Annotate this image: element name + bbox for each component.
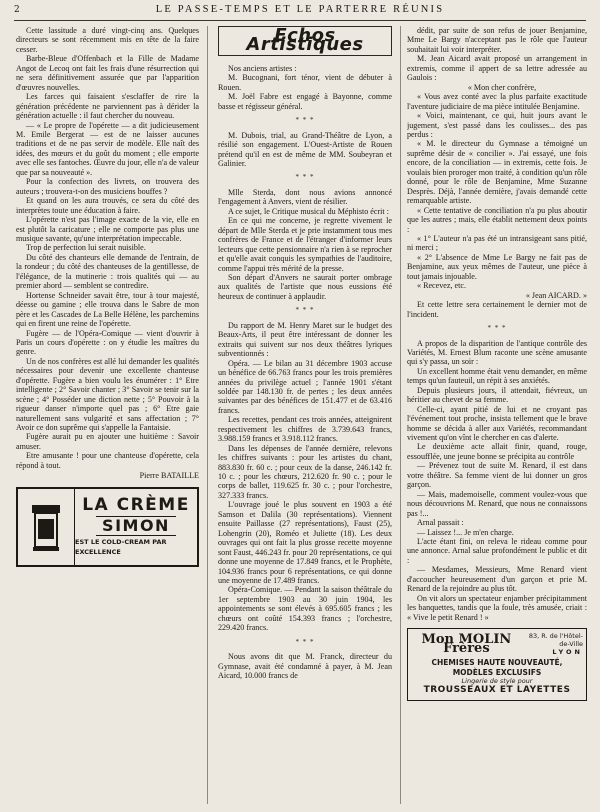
newspaper-title: LE PASSE-TEMPS ET LE PARTERRE RÉUNIS (155, 4, 445, 15)
paragraph: — Prévenez tout de suite M. Renard, il est dans votre théâtre. Sa femme vient de lui donner un gros garçon. (407, 461, 587, 490)
section-heading: Echos Artistiques (218, 26, 392, 56)
separator-stars: * * * (295, 173, 315, 182)
paragraph: Dans les dépenses de l'année dernière, relevons les chiffres suivants : pour les artistes du chant, 883.830 fr. 60 c. ; pour ceux de la danse, 246.142 fr. 10 c. ; pour les chœurs, 212.620 fr. 90 c. ; pour le corps de ballet, 119.625 fr. 30 c. ; pour l'orchestre, 327.333 francs. (218, 443, 392, 500)
paragraph: « Jean AICARD. » (525, 290, 587, 300)
ad-brand: SIMON (96, 516, 176, 536)
paragraph: Les recettes, pendant ces trois années, atteignirent respectivement les chiffres de 3.739.643 francs, 3.988.159 francs et 3.918.112 francs. (218, 415, 392, 444)
paragraph: « Cette tentative de conciliation n'a pu plus aboutir que les autres ; mais, elle établit nettement deux points : (407, 205, 587, 234)
paragraph: — « Le propre de l'opérette — a dit judicieusement M. Emile Bergerat — est de ne laisser aucunes traditions et de ne pas servir de modèle. Elle naît des idées, des mœurs et du goût du moment ; elle emporte avec elle ses fantoches. Œuvre du jour, elle n'a de valeur que par sa nouveauté ». (16, 120, 199, 177)
separator-stars: * * * (295, 116, 315, 125)
paragraph: On vit alors un spectateur enjamber précipitamment les banquettes, tandis que la foule, très amusée, criait : « Vive le petit Renard ! » (407, 593, 587, 622)
paragraph: « 2° L'absence de Mme Le Bargy ne fait pas de Benjamine, aux yeux mêmes de l'auteur, une pièce à tout jamais injouable. (407, 252, 587, 281)
paragraph: — Mesdames, Messieurs, Mme Renard vient d'accoucher heureusement d'un garçon et prie M. Renard de la rejoindre au plus tôt. (407, 565, 587, 594)
page-header (14, 4, 586, 21)
paragraph: Opéra-Comique. — Pendant la saison théâtrale du 1er septembre 1903 au 30 juin 1904, les appointements se sont élevés à 695.605 francs ; les chœurs ont coûté 154.393 francs ; l'orchestre, 229.420 francs. (218, 585, 392, 633)
page-number: 2 (14, 5, 20, 15)
paragraph: Et cette lettre sera certainement le dernier mot de l'incident. (407, 300, 587, 319)
echo-block (218, 64, 392, 111)
paragraph: Hortense Schneider savait être, tour à tour majesté, déesse ou gamine ; elle trouva dans le Sabre de mon père et les Cascades de La Belle Hélène, les parchemins qui en firent une reine de l'opérette. (16, 290, 199, 329)
ad-address: 83, R. de l'Hôtel-de-Ville (528, 632, 583, 649)
paragraph: Les farces qui faisaient s'esclaffer de rire la génération précédente ne parviennent pas à dérider la génération actuelle : il faut chercher du nouveau. (16, 92, 199, 121)
paragraph: M. Jean Aicard avait proposé un arrangement in extremis, comme il appert de sa lettre adressée au Gaulois : (407, 54, 587, 83)
column-left (16, 26, 199, 810)
echo-block (218, 188, 392, 301)
molin-freres-ad (407, 628, 587, 701)
ad-city: LYON (552, 648, 583, 657)
paragraph: Du rapport de M. Henry Maret sur le budget des Beaux-Arts, il peut être intéressant de donner les extraits qui suivent sur nos deux théâtres lyriques subventionnés : (218, 320, 392, 359)
paragraph: Un excellent homme était venu demander, en même temps qu'un fauteuil, un répit à ses anxiétés. (407, 366, 587, 386)
paragraph: — Mais, mademoiselle, comment voulez-vous que nous découvrions M. Renard, que nous ne connaissons pas !... (407, 489, 587, 518)
ad-line: TROUSSEAUX ET LAYETTES (423, 685, 571, 696)
paragraph: Et quand on les aura trouvés, ce sera du côté des interprètes toute une éducation à faire. (16, 196, 199, 215)
paragraph: Arnal passait : (417, 518, 464, 528)
paragraph: Son départ d'Anvers ne saurait porter ombrage aux qualités de l'artiste que nous eussions été heureux de continuer à applaudir. (218, 272, 392, 301)
paragraph: Le deuxième acte allait finir, quand, rouge, essoufflée, une jeune bonne se précipita au contrôle (407, 442, 587, 461)
echo-block (218, 131, 392, 169)
ad-line: Lingerie de style pour (461, 677, 533, 685)
ad-address-block (522, 632, 583, 656)
paragraph: Etre amusante ! pour une chanteuse d'opérette, cela répond à tout. (16, 451, 199, 470)
paragraph: Celle-ci, ayant pitié de lui et ne croyant pas l'événement tout proche, insista tellement que le brave homme se décida à aller aux Variétés, recommandant vivement qu'on vînt le chercher en cas d'alerte. (407, 404, 587, 443)
ad-line: LA CRÈME (82, 495, 190, 516)
paragraph: Fugère — de l'Opéra-Comique — vient d'ouvrir à Paris un cours d'opérette : on y étudie les maîtres du genre. (16, 328, 199, 357)
paragraph: En ce qui me concerne, je regrette vivement le départ de Mlle Sterda et je prie instamment tous mes confrères de France et de l'étranger d'informer leurs lecteurs que cette pensionnaire n'a rien à se reprocher et qu'elle avait conquis les sympathies de l'auditoire, comme l'appui très mérité de la presse. (218, 216, 392, 273)
ad-brand: Mon MOLIN Frères (421, 631, 512, 657)
paragraph: « Mon cher confrère, (467, 82, 537, 92)
paragraph: M. Dubois, trial, au Grand-Théâtre de Lyon, a résilié son engagement. L'Ouest-Artiste de Rouen prétend qu'il en est de même de MM. Soubeyran et Galinier. (218, 130, 392, 168)
creme-simon-ad (16, 487, 199, 567)
creme-simon-text (75, 489, 197, 565)
paragraph: M. Bucognani, fort ténor, vient de débuter à Rouen. (218, 73, 392, 92)
paragraph: — Laissez !... Je m'en charge. (417, 527, 514, 537)
column-middle (218, 26, 392, 810)
paragraph: Trop de perfection lui serait nuisible. (26, 243, 146, 253)
ad-line: CHEMISES HAUTE NOUVEAUTÉ, MODÈLES EXCLUSIFS (431, 658, 563, 677)
ad-tagline: EST LE COLD-CREAM PAR EXCELLENCE (75, 538, 167, 556)
blum-anecdote (407, 339, 587, 623)
paragraph: L'opérette n'est pas l'image exacte de la vie, elle en est plutôt la caricature ; elle ne comporte pas plus une musique savante, qu'une interprétation impeccable. (16, 215, 199, 243)
article-signature: Pierre BATAILLE (139, 471, 199, 481)
column-right (407, 26, 587, 810)
separator-stars: * * * (295, 306, 315, 315)
paragraph: Pour la confection des livrets, on trouvera des auteurs ; trouvera-t-on des musiciens bouffes ? (16, 177, 199, 196)
echo-block (218, 652, 392, 680)
paragraph: Depuis plusieurs jours, il attendait, fiévreux, un héritier au chevet de sa femme. (407, 385, 587, 405)
paragraph: « 1° L'auteur n'a pas été un intransigeant sans pitié, ni merci ; (407, 233, 587, 253)
column-divider (400, 26, 401, 804)
paragraph: « M. le directeur du Gymnase a témoigné un suprême désir de « concilier ». J'ai essayé, une fois encore, de la conciliation — in extremis, cette fois. Je voulais bien proroger mon traité, à condition qu'un rôle donné, pour le rôle de Benjamine, Mme Suzanne Desprès. Déjà, l'année dernière, j'avais demandé cette remarquable artiste. (407, 139, 587, 206)
paragraph: « Recevez, etc. (417, 281, 466, 291)
paragraph: Nous avons dit que M. Franck, directeur du Gymnase, avait été condamné à payer, à M. Jean Aicard, 10.000 francs de (218, 652, 392, 681)
paragraph: L'ouvrage joué le plus souvent en 1903 a été Samson et Dalila (30 représentations). Viennent ensuite Paillasse (27 représentations), Faust (25), Lohengrin (20), Roméo et Juliette (18). Les deux ouvrages qui ont fait la plus grosse recette moyenne sont Faust, 446.243 fr. pour 20 représentations, ce qui donne une moyenne de 17.849 francs, et le Prophète, 104.936 francs pour 6 représentations, ce qui donne une moyenne de 17.489 francs. (218, 500, 392, 586)
paragraph: Mlle Sterda, dont nous avions annoncé l'engagement à Anvers, vient de résilier. (218, 187, 392, 207)
separator-stars: * * * (295, 637, 315, 646)
paragraph: Cette lassitude a duré vingt-cinq ans. Quelques directeurs se sont récemment mis en tête de la faire cesser. (16, 26, 199, 54)
paragraph: « Voici, maintenant, ce qui, huit jours avant le jugement, s'est passé dans les coulisses... des pas perdus : (407, 111, 587, 139)
paragraph: Nos anciens artistes : (228, 63, 297, 73)
paragraph: Fugère aurait pu en ajouter une huitième : Savoir amuser. (16, 432, 199, 451)
paragraph: M. Joël Fabre est engagé à Bayonne, comme basse et régisseur général. (218, 92, 392, 111)
echo-block (218, 321, 392, 633)
paragraph: « Vous avez conté avec la plus parfaite exactitude l'aventure judiciaire de ma pièce intitulée Benjamine. (407, 92, 587, 111)
paragraph: dédit, par suite de son refus de jouer Benjamine, Mme Le Bargy n'acceptant pas le rôle que l'auteur souhaitait lui voir interpréter. (407, 26, 587, 54)
aicard-block (407, 26, 587, 319)
cream-jar-icon (18, 489, 75, 565)
paragraph: Du côté des chanteurs elle demande de l'entrain, de la rondeur ; du côté des chanteuses de la gentillesse, de l'élégance, de la mutinerie : trois qualités qui — au premier abord — semblent se contredire. (16, 252, 199, 291)
paragraph: A propos de la disparition de l'antique contrôle des Variétés, M. Ernest Blum raconte une scène amusante qui s'y passa, un soir : (407, 338, 587, 367)
paragraph: Barbe-Bleue d'Offenbach et la Fille de Madame Angot de Lecoq ont fait les frais d'une résurrection qui ne sera définitivement assurée que par l'apparition d'œuvres nouvelles. (16, 54, 199, 92)
paragraph: Opéra. — Le bilan au 31 décembre 1903 accuse un bénéfice de 66.763 francs pour les trois premières années du privilège actuel ; l'année 1901 s'étant soldée par 148.130 fr. de pertes ; les deux années suivantes par des bénéfices de 151.477 et de 63.416 francs. (218, 358, 392, 415)
operette-article (16, 26, 199, 481)
paragraph: L'acte étant fini, on releva le rideau comme pour une annonce. Arnal salue profondément le public et dit : (407, 537, 587, 565)
paragraph: Un de nos confrères est allé lui demander les qualités nécessaires pour devenir une excellente chanteuse d'opérette. Fugère a bien voulu les énumérer : 1° Etre intelligente ; 2° Savoir chanter ; 3° Savoir se tenir sur la scène ; 4° Posséder une diction nette ; 5° Pouvoir à la rigueur danser n'importe quel pas ; 6° Etre gaie naturellement sans vulgarité et sans affectation ; 7° Avoir ce don suprême qui s'appelle la Fantaisie. (16, 356, 199, 433)
column-divider (207, 26, 208, 804)
paragraph: A ce sujet, le Critique musical du Méphisto écrit : (228, 206, 389, 216)
separator-stars: * * * (487, 324, 507, 333)
